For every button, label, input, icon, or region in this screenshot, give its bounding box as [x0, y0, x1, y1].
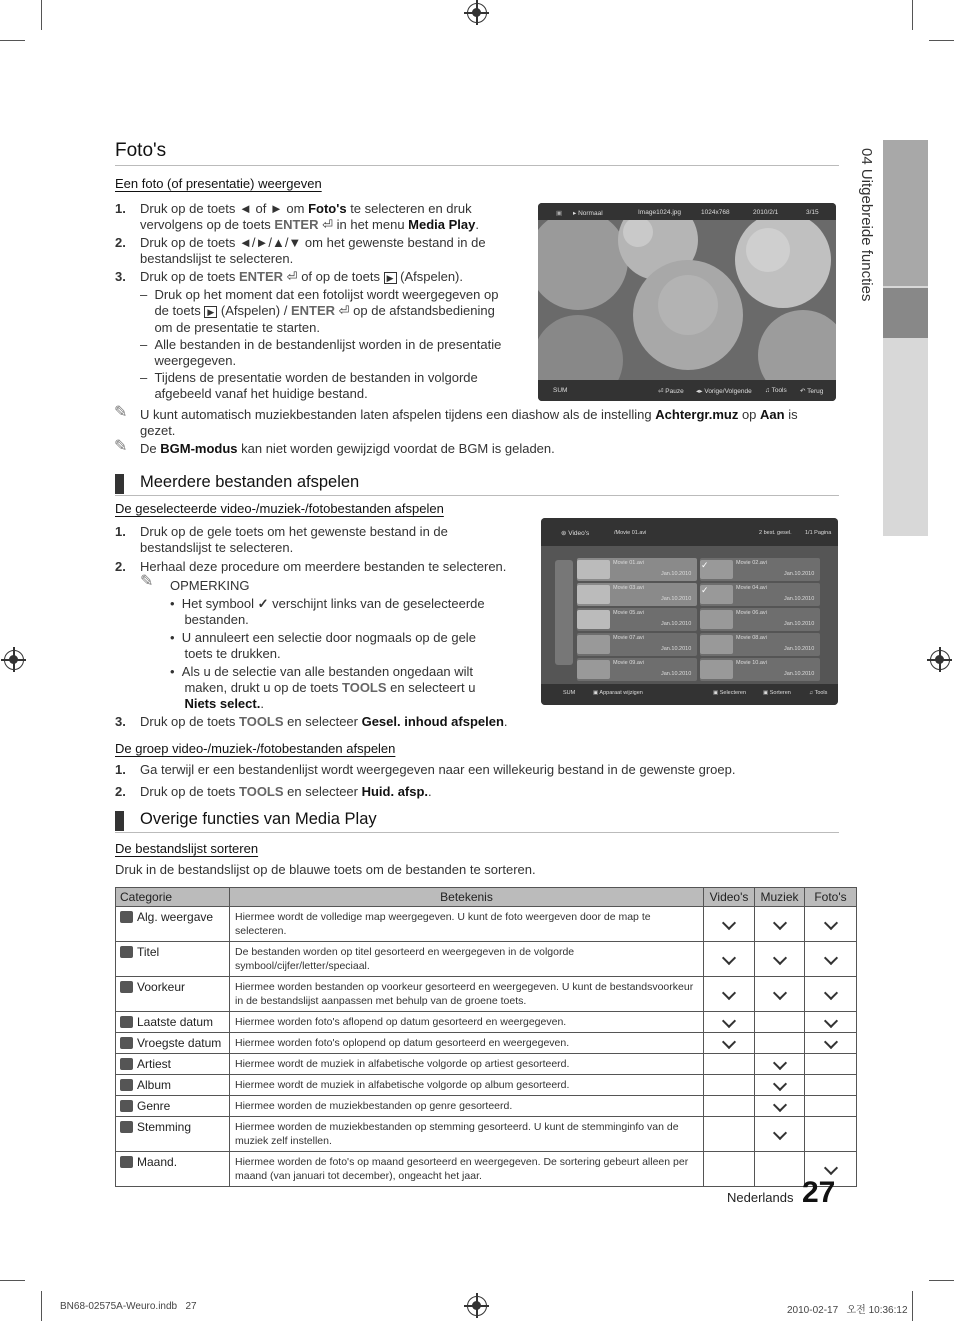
step-number: 1. — [115, 201, 126, 216]
step-number: 2. — [115, 235, 126, 250]
category-icon — [120, 1100, 133, 1112]
category-icon — [120, 981, 133, 993]
support-cell — [755, 1117, 805, 1152]
check-icon — [823, 1035, 837, 1049]
category-cell — [116, 977, 230, 1012]
footer-language: Nederlands — [727, 1190, 794, 1205]
step-number: 2. — [115, 559, 126, 574]
video-thumbnail-icon — [577, 660, 610, 679]
category-cell — [116, 1054, 230, 1075]
category-label: Artiest — [137, 1057, 172, 1071]
support-cell — [704, 907, 755, 942]
step-number: 1. — [115, 762, 126, 777]
table-header: Muziek — [755, 888, 805, 907]
crop-mark — [0, 1280, 25, 1281]
subheading: De geselecteerde video-/muziek-/fotobestanden afspelen — [115, 501, 444, 516]
tools-button[interactable]: ♫ Tools — [809, 690, 828, 696]
mode-label: ▸ Normaal — [573, 210, 603, 217]
divider — [115, 495, 839, 496]
footer-timestamp: 2010-02-17 오전 10:36:12 — [787, 1305, 908, 1316]
check-icon — [722, 951, 736, 965]
support-cell — [755, 942, 805, 977]
crop-mark — [912, 0, 913, 30]
crop-mark — [929, 1280, 954, 1281]
sum-label: SUM — [553, 387, 568, 394]
description-cell: Hiermee worden foto's aflopend op datum gesorteerd en weergegeven. — [230, 1012, 704, 1033]
section-title: Foto's — [115, 140, 167, 161]
category-icon — [120, 1121, 133, 1133]
file-date: Jan.10.2010 — [661, 571, 692, 577]
video-thumbnail-icon — [700, 660, 733, 679]
category-cell — [116, 942, 230, 977]
file-tile[interactable] — [577, 658, 697, 681]
sidebar-icons — [555, 560, 573, 665]
check-icon — [772, 1126, 786, 1140]
check-icon — [722, 986, 736, 1000]
table-row — [116, 1117, 857, 1152]
step-text: Druk op de toets TOOLS en selecteer Huid. afsp.. — [140, 784, 432, 799]
category-label: Stemming — [137, 1120, 192, 1134]
dash-item: – Tijdens de presentatie worden de bestanden in volgorde afgebeeld vanaf het huidige bestand. — [140, 370, 478, 401]
table-row — [116, 1012, 857, 1033]
photo-screenshot — [538, 203, 836, 401]
category-cell — [116, 1012, 230, 1033]
file-date: Jan.10.2010 — [784, 596, 815, 602]
file-date: Jan.10.2010 — [784, 671, 815, 677]
select-button[interactable]: ▣ Selecteren — [713, 690, 747, 696]
note-text: De BGM-modus kan niet worden gewijzigd voordat de BGM is geladen. — [140, 441, 555, 456]
table-header: Video's — [704, 888, 755, 907]
description-cell: Hiermee worden foto's oplopend op datum gesorteerd en weergegeven. — [230, 1033, 704, 1054]
category-label: Album — [137, 1078, 172, 1092]
category-cell — [116, 1096, 230, 1117]
category-cell — [116, 1033, 230, 1054]
table-header: Betekenis — [230, 888, 704, 907]
chapter-tab-marker — [883, 288, 928, 338]
category-label: Genre — [137, 1099, 171, 1113]
file-name: Movie 10.avi — [736, 660, 767, 666]
crop-mark — [41, 1291, 42, 1321]
sort-button[interactable]: ▣ Sorteren — [763, 690, 791, 696]
step-text: Druk op de toets TOOLS en selecteer Gesel. inhoud afspelen. — [140, 714, 508, 729]
category-icon — [120, 1016, 133, 1028]
file-tile[interactable] — [577, 633, 697, 656]
description-cell: De bestanden worden op titel gesorteerd en weergegeven in de volgorde symbool/cijfer/letter/speciaal. — [230, 942, 704, 977]
video-thumbnail-icon — [577, 610, 610, 629]
check-icon — [772, 986, 786, 1000]
table-row — [116, 1152, 857, 1187]
description-cell: Hiermee wordt de muziek in alfabetische volgorde op artiest gesorteerd. — [230, 1054, 704, 1075]
page-label: 1/1 Pagina — [805, 530, 832, 536]
description-cell: Hiermee worden de muziekbestanden op genre gesorteerd. — [230, 1096, 704, 1117]
sort-table — [115, 887, 857, 1187]
support-cell — [755, 1012, 805, 1033]
support-cell — [755, 1033, 805, 1054]
file-date: Jan.10.2010 — [661, 646, 692, 652]
file-tile[interactable] — [577, 583, 697, 606]
file-date: Jan.10.2010 — [661, 671, 692, 677]
table-row — [116, 907, 857, 942]
section-title: Overige functies van Media Play — [140, 810, 377, 828]
file-name: Movie 09.avi — [613, 660, 644, 666]
support-cell — [805, 907, 857, 942]
file-tile[interactable] — [577, 558, 697, 581]
file-tile[interactable] — [700, 583, 820, 606]
category-label: Vroegste datum — [137, 1036, 222, 1050]
support-cell — [755, 977, 805, 1012]
dash-item: – Druk op het moment dat een fotolijst wordt weergegeven op de toets ▶ (Afspelen) / ENTER ⏎ op de afstandsbediening om de presentatie te starten. — [140, 287, 499, 335]
crop-mark — [41, 0, 42, 30]
registration-mark-icon — [467, 1296, 487, 1316]
note-heading: OPMERKING — [170, 578, 250, 593]
note-icon: ✎ — [140, 573, 154, 590]
crop-mark — [912, 1291, 913, 1321]
file-name: Movie 02.avi — [736, 560, 767, 566]
step-text: Druk op de gele toets om het gewenste bestand in de bestandslijst te selecteren. — [140, 524, 448, 555]
category-label: Laatste datum — [137, 1015, 214, 1029]
video-thumbnail-icon — [577, 560, 610, 579]
page-number: 27 — [802, 1176, 836, 1209]
file-tile[interactable] — [700, 608, 820, 631]
support-cell — [805, 977, 857, 1012]
support-cell — [805, 1033, 857, 1054]
step-text: Herhaal deze procedure om meerdere bestanden te selecteren. — [140, 559, 507, 574]
file-name: Movie 07.avi — [613, 635, 644, 641]
support-cell — [755, 1054, 805, 1075]
file-date: Jan.10.2010 — [784, 621, 815, 627]
photo-icon: ▣ — [556, 210, 563, 217]
divider — [115, 832, 839, 833]
description-cell: Hiermee worden de muziekbestanden op stemming gesorteerd. U kunt de stemminginfo van de muziek zelf instellen. — [230, 1117, 704, 1152]
step-number: 3. — [115, 269, 126, 284]
check-icon — [772, 1077, 786, 1091]
file-name: Movie 06.avi — [736, 610, 767, 616]
category-icon — [120, 911, 133, 923]
category-icon — [120, 946, 133, 958]
note-text: U kunt automatisch muziekbestanden laten afspelen tijdens een diashow als de instelling Achtergr.muz op Aan is — [140, 407, 798, 422]
selected-count: 2 best. gesel. — [759, 530, 792, 536]
video-thumbnail-icon — [700, 610, 733, 629]
category-label: Alg. weergave — [137, 910, 214, 924]
registration-mark-icon — [930, 650, 950, 670]
file-date: Jan.10.2010 — [661, 596, 692, 602]
category-cell — [116, 1075, 230, 1096]
file-name: Image1024.jpg — [638, 209, 682, 216]
support-cell — [755, 1096, 805, 1117]
step-number: 3. — [115, 714, 126, 729]
section-bar — [115, 474, 124, 494]
crop-mark — [929, 40, 954, 41]
table-header: Foto's — [805, 888, 857, 907]
category-cell — [116, 1152, 230, 1187]
note-icon: ✎ — [114, 404, 128, 421]
check-icon — [823, 951, 837, 965]
support-cell — [704, 977, 755, 1012]
support-cell — [704, 1033, 755, 1054]
selected-check-icon: ✓ — [701, 560, 709, 570]
bullet-item: • Als u de selectie van alle bestanden ongedaan wilt maken, drukt u op de toets TOOLS en selecteert u Niets select.. — [170, 664, 476, 711]
file-date: Jan.10.2010 — [661, 621, 692, 627]
step-text: Druk op de toets ENTER ⏎ of op de toets ▶ (Afspelen). — [140, 269, 463, 284]
file-date: Jan.10.2010 — [784, 571, 815, 577]
support-cell — [704, 1012, 755, 1033]
video-thumbnail-icon — [577, 585, 610, 604]
table-row — [116, 1054, 857, 1075]
subheading: Een foto (of presentatie) weergeven — [115, 176, 322, 191]
check-icon — [722, 1014, 736, 1028]
file-tile[interactable] — [700, 633, 820, 656]
check-icon — [772, 951, 786, 965]
support-cell — [704, 1054, 755, 1075]
check-icon — [823, 916, 837, 930]
apples-photo — [538, 220, 836, 380]
category-label: Voorkeur — [137, 980, 186, 994]
check-icon — [823, 986, 837, 1000]
chapter-tab-block — [883, 140, 928, 286]
file-name: Movie 05.avi — [613, 610, 644, 616]
note-icon: ✎ — [114, 438, 128, 455]
support-cell — [805, 1012, 857, 1033]
device-button[interactable]: ▣ Apparaat wijzigen — [593, 690, 643, 696]
section-title: Meerdere bestanden afspelen — [140, 473, 360, 491]
support-cell — [805, 1096, 857, 1117]
pause-label[interactable]: ⏎ Pauze — [658, 388, 684, 395]
step-text: Druk op de toets ◄ of ► om Foto's te selecteren en druk vervolgens op de toets ENTER ⏎ in het menu Media Play. — [140, 201, 479, 232]
chapter-label: 04 Uitgebreide functies — [858, 148, 875, 302]
step-text: Ga terwijl er een bestandenlijst wordt weergegeven naar een willekeurig bestand in de gewenste groep. — [140, 762, 736, 777]
support-cell — [755, 1075, 805, 1096]
intro-text: Druk in de bestandslijst op de blauwe toets om de bestanden te sorteren. — [115, 862, 536, 877]
video-thumbnail-icon — [700, 635, 733, 654]
support-cell — [805, 942, 857, 977]
support-cell — [704, 1117, 755, 1152]
description-cell: Hiermee worden de foto's op maand gesorteerd en weergegeven. De sortering gebeurt alleen per maand (van januari tot december), ongeacht het jaar. — [230, 1152, 704, 1187]
description-cell: Hiermee wordt de muziek in alfabetische volgorde op album gesorteerd. — [230, 1075, 704, 1096]
file-tile[interactable] — [577, 608, 697, 631]
file-date: Jan.10.2010 — [784, 646, 815, 652]
date: 2010/2/1 — [753, 209, 779, 216]
back-label[interactable]: ↶ Terug — [800, 388, 824, 395]
check-icon — [722, 1035, 736, 1049]
subheading: De bestandslijst sorteren — [115, 841, 259, 856]
support-cell — [755, 907, 805, 942]
prev-next-label[interactable]: ◂▸ Vorige/Volgende — [696, 388, 752, 395]
footer-file: BN68-02575A-Weuro.indb 27 — [60, 1301, 197, 1312]
check-icon — [722, 916, 736, 930]
step-number: 1. — [115, 524, 126, 539]
page-counter: 3/15 — [806, 209, 819, 216]
support-cell — [704, 1075, 755, 1096]
video-thumbnail-icon — [577, 635, 610, 654]
bullet-item: • U annuleert een selectie door nogmaals op de gele toets te drukken. — [170, 630, 476, 661]
divider — [115, 165, 839, 166]
file-name: Movie 03.avi — [613, 585, 644, 591]
table-row — [116, 942, 857, 977]
table-row — [116, 1075, 857, 1096]
check-icon — [823, 1014, 837, 1028]
category-cell — [116, 1117, 230, 1152]
tools-label[interactable]: ♫ Tools — [765, 387, 787, 394]
crop-mark — [0, 40, 25, 41]
registration-mark-icon — [467, 3, 487, 23]
support-cell — [805, 1054, 857, 1075]
file-list-screenshot — [541, 518, 838, 705]
note-text: gezet. — [140, 423, 176, 438]
file-tile[interactable] — [700, 658, 820, 681]
support-cell — [805, 1117, 857, 1152]
description-cell: Hiermee worden bestanden op voorkeur gesorteerd en weergegeven. U kunt de bestandsvoorkeur in de bestandslijst aanpassen met behulp van de groene toets. — [230, 977, 704, 1012]
category-icon — [120, 1156, 133, 1168]
support-cell — [755, 1152, 805, 1187]
file-tile[interactable] — [700, 558, 820, 581]
dash-item: – Alle bestanden in de bestandenlijst worden in de presentatie weergegeven. — [140, 337, 502, 368]
file-name: Movie 04.avi — [736, 585, 767, 591]
path-label: /Movie 01.avi — [614, 530, 647, 536]
description-cell: Hiermee wordt de volledige map weergegeven. U kunt de foto weergeven door de map te selecteren. — [230, 907, 704, 942]
check-icon — [823, 1161, 837, 1175]
subheading: De groep video-/muziek-/fotobestanden afspelen — [115, 741, 396, 756]
category-cell — [116, 907, 230, 942]
check-icon — [772, 1056, 786, 1070]
step-text: Druk op de toets ◄/►/▲/▼ om het gewenste bestand in de bestandslijst te selecteren. — [140, 235, 486, 266]
check-icon — [772, 1098, 786, 1112]
table-row — [116, 1033, 857, 1054]
file-name: Movie 01.avi — [613, 560, 644, 566]
sum-label: SUM — [563, 690, 576, 696]
category-icon — [120, 1079, 133, 1091]
support-cell — [704, 1096, 755, 1117]
table-row — [116, 977, 857, 1012]
step-number: 2. — [115, 784, 126, 799]
category-label: Titel — [137, 945, 160, 959]
category-icon — [120, 1058, 133, 1070]
table-row — [116, 1096, 857, 1117]
bullet-item: • Het symbool ✓ verschijnt links van de geselecteerde bestanden. — [170, 596, 485, 627]
check-icon — [772, 916, 786, 930]
file-name: Movie 08.avi — [736, 635, 767, 641]
category-label: ⊛ Video's — [561, 530, 590, 537]
selected-check-icon: ✓ — [701, 585, 709, 595]
category-icon — [120, 1037, 133, 1049]
table-header: Categorie — [116, 888, 230, 907]
category-label: Maand. — [137, 1155, 178, 1169]
resolution: 1024x768 — [701, 209, 730, 216]
registration-mark-icon — [4, 650, 24, 670]
section-bar — [115, 811, 124, 831]
support-cell — [704, 942, 755, 977]
support-cell — [805, 1075, 857, 1096]
support-cell — [704, 1152, 755, 1187]
